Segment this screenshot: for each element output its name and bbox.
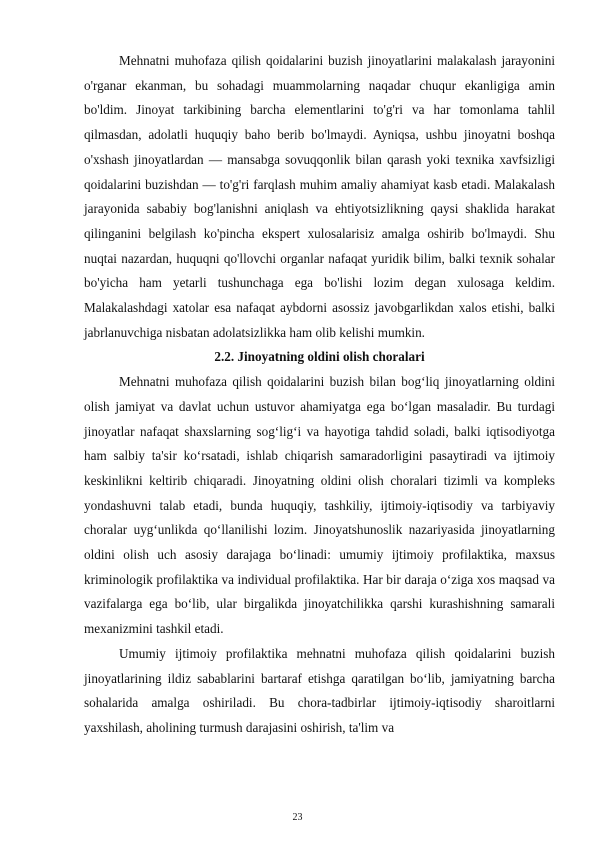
document-body xyxy=(84,49,555,741)
paragraph-prevention-intro: Mehnatni muhofaza qilish qoidalarini buzish bilan bog‘liq jinoyatlarning oldini olish jamiyat va davlat uchun ustuvor ahamiyatga ega bo‘lgan masaladir. Bu turdagi jinoyatlar nafaqat shaxslarning sog‘lig‘i va hayotiga tahdid soladi, balki iqtisodiyotga ham salbiy ta'sir ko‘rsatadi, ishlab chiqarish samaradorligini pasaytiradi va ijtimoiy keskinlikni keltirib chiqaradi. Jinoyatning oldini olish choralari tizimli va kompleks yondashuvni talab etadi, bunda huquqiy, tashkiliy, ijtimoiy-iqtisodiy va tarbiyaviy choralar uyg‘unlikda qo‘llanilishi lozim. Jinoyatshunoslik nazariyasida jinoyatlarning oldini olish uch asosiy darajaga bo‘linadi: umumiy ijtimoiy profilaktika, maxsus kriminologik profilaktika va individual profilaktika. Har bir daraja o‘ziga xos maqsad va vazifalarga ega bo‘lib, ular birgalikda jinoyatchilikka qarshi kurashishning samarali mexanizmini tashkil etadi. xyxy=(84,374,555,637)
paragraph-general-prevention: Umumiy ijtimoiy profilaktika mehnatni muhofaza qilish qoidalarini buzish jinoyatlarining ildiz sabablarini bartaraf etishga qaratilgan bo‘lib, jamiyatning barcha sohalarida amalga oshiriladi. Bu chora-tadbirlar ijtimoiy-iqtisodiy sharoitlarni yaxshilash, aholining turmush darajasini oshirish, ta'lim va xyxy=(84,645,555,735)
paragraph-qualification-conclusion: Mehnatni muhofaza qilish qoidalarini buzish jinoyatlarini malakalash jarayonini o'rganar ekanman, bu sohadagi muammolarning naqadar chuqur ekanligiga amin bo'ldim. Jinoyat tarkibining barcha elementlarini to'g'ri va har tomonlama tahlil qilmasdan, adolatli huquqiy baho berib bo'lmaydi. Ayniqsa, ushbu jinoyatni boshqa o'xshash jinoyatlardan — mansabga sovuqqonlik bilan qarash yoki texnika xavfsizligi qoidalarini buzishdan — to'g'ri farqlash muhim amaliy ahamiyat kasb etadi. Malakalash jarayonida sababiy bog'lanishni aniqlash va ehtiyotsizlikning qaysi shaklida harakat qilinganini belgilash ko'pincha ekspert xulosalarisiz amalga oshirib bo'lmaydi. Shu nuqtai nazardan, huquqni qo'llovchi organlar nafaqat yuridik bilim, balki texnik sohalar bo'yicha ham yetarli tushunchaga ega bo'lishi lozim degan xulosaga keldim. Malakalashdagi xatolar esa nafaqat aybdorni asossiz javobgarlikdan xalos etishi, balki jabrlanuvchiga nisbatan adolatsizlikka ham olib kelishi mumkin. xyxy=(84,53,555,340)
section-heading: 2.2. Jinoyatning oldini olish choralari xyxy=(214,349,425,365)
page-number: 23 xyxy=(292,812,303,823)
